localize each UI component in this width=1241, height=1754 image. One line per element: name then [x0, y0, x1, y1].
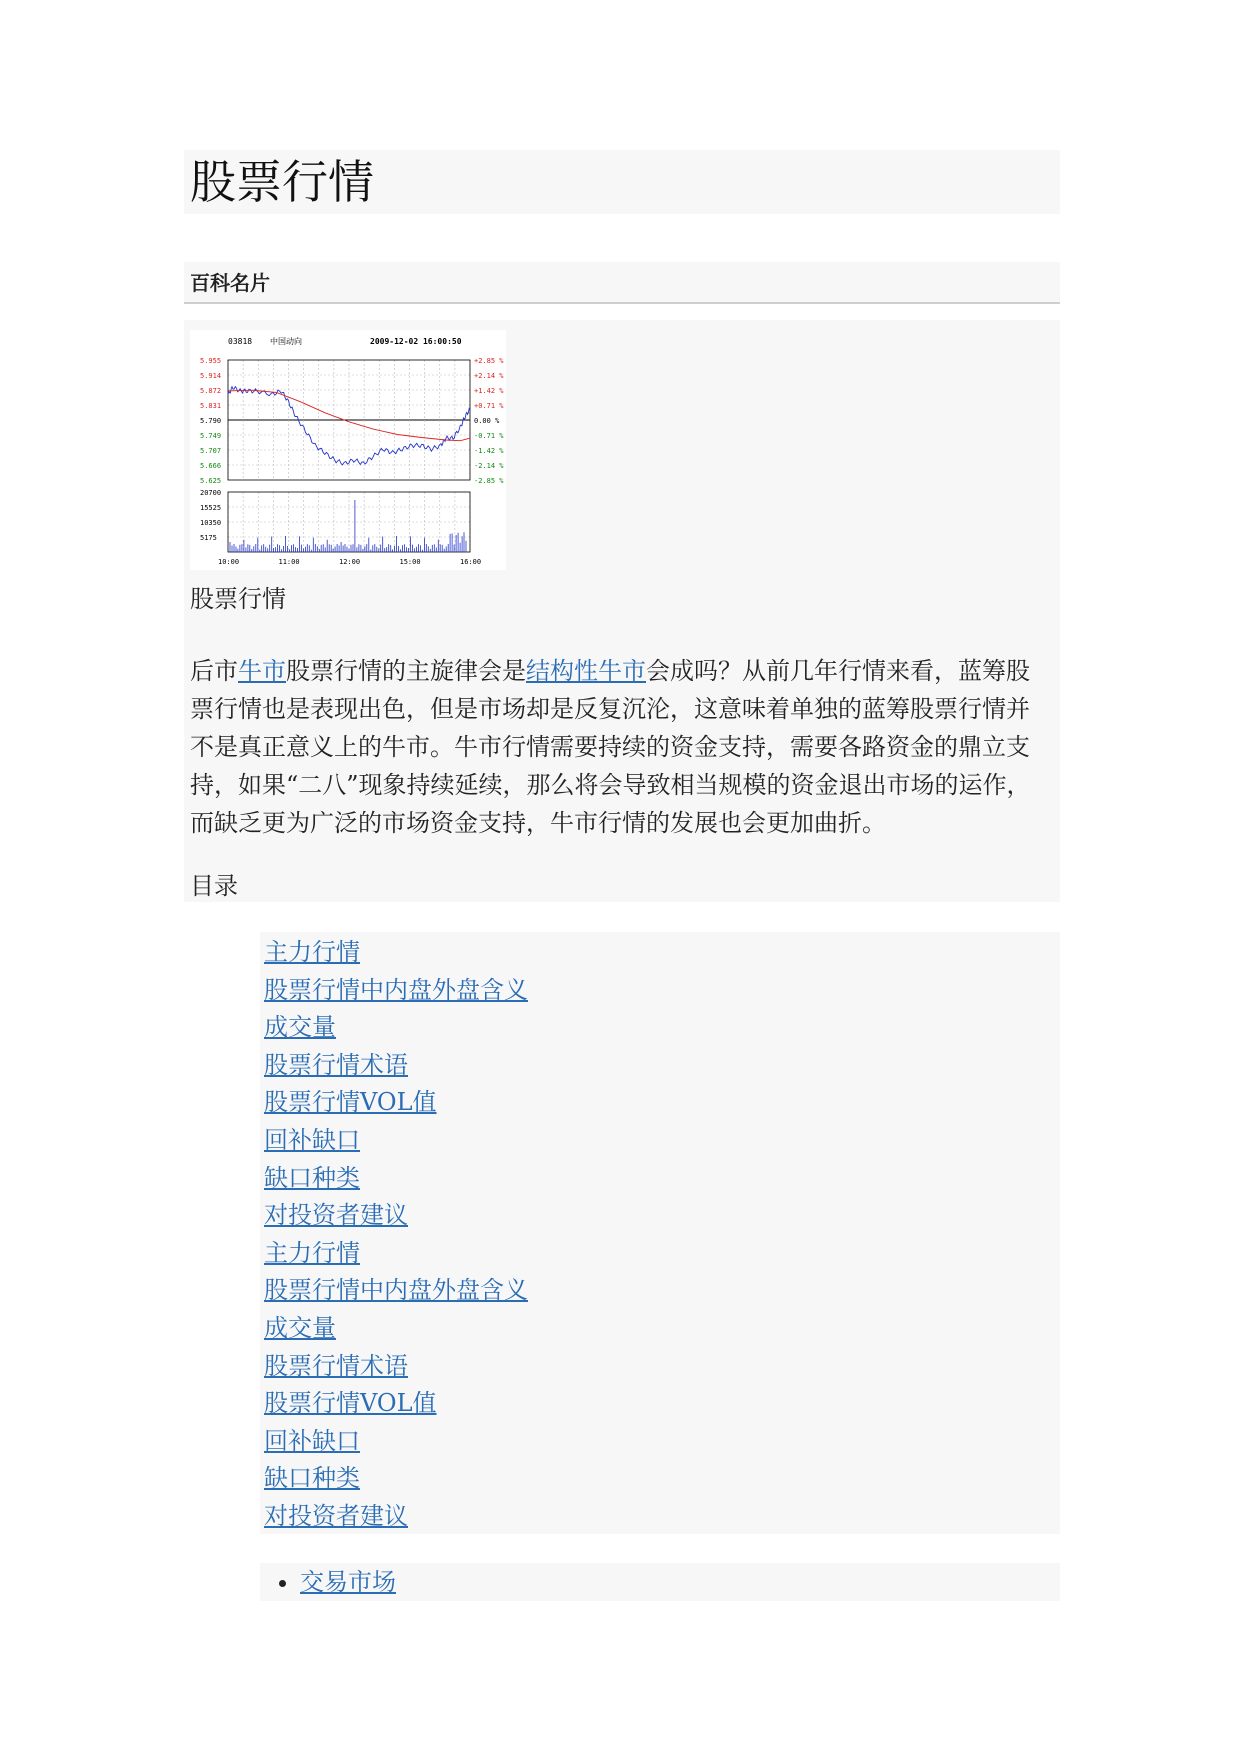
toc-item — [264, 1460, 528, 1498]
toc-link[interactable]: 成交量 — [264, 1013, 336, 1042]
pct-tick: +0.71 % — [474, 402, 504, 410]
chart-name: 中国动向 — [270, 337, 302, 346]
image-link[interactable] — [504, 560, 514, 572]
title-bar — [184, 150, 1060, 214]
image-caption: 股票行情 — [190, 585, 286, 613]
price-tick: 5.749 — [200, 432, 222, 440]
stock-chart — [190, 330, 506, 570]
toc-item — [264, 1348, 528, 1386]
toc-link[interactable]: 对投资者建议 — [264, 1201, 408, 1230]
pct-tick: -2.14 % — [474, 462, 504, 470]
toc-link[interactable]: 缺口种类 — [264, 1163, 360, 1192]
toc-item — [264, 1235, 528, 1273]
para-text-2: 股票行情的主旋律会是 — [286, 657, 526, 685]
volume-tick: 5175 — [200, 534, 217, 542]
page-title: 股票行情 — [190, 155, 374, 209]
related-link-trading-market[interactable]: 交易市场 — [300, 1568, 396, 1596]
toc-item — [264, 1197, 528, 1235]
toc-item — [264, 1047, 528, 1085]
pct-tick: 0.00 % — [474, 417, 500, 425]
toc-list — [264, 934, 528, 1536]
table-of-contents — [260, 932, 1060, 1534]
pct-tick: -0.71 % — [474, 432, 504, 440]
price-tick: 5.872 — [200, 387, 222, 395]
toc-item — [264, 1423, 528, 1461]
toc-item — [264, 1122, 528, 1160]
time-tick: 11:00 — [278, 558, 300, 566]
time-tick: 10:00 — [218, 558, 240, 566]
toc-item — [264, 1310, 528, 1348]
toc-link[interactable]: 股票行情术语 — [264, 1050, 408, 1079]
stock-chart-image[interactable] — [190, 330, 506, 570]
link-bull-market[interactable]: 牛市 — [238, 657, 286, 685]
price-tick: 5.955 — [200, 357, 222, 365]
section-header — [184, 262, 1060, 304]
volume-tick: 10350 — [200, 519, 222, 527]
volume-tick: 15525 — [200, 504, 222, 512]
price-tick: 5.831 — [200, 402, 222, 410]
pct-tick: +2.14 % — [474, 372, 504, 380]
price-tick: 5.790 — [200, 417, 222, 425]
related-links — [260, 1563, 1060, 1601]
toc-link[interactable]: 回补缺口 — [264, 1426, 360, 1455]
price-tick: 5.707 — [200, 447, 222, 455]
price-tick: 5.666 — [200, 462, 222, 470]
pct-tick: -2.85 % — [474, 477, 504, 485]
toc-link[interactable]: 股票行情VOL值 — [264, 1088, 437, 1117]
article-card — [184, 320, 1060, 902]
toc-item — [264, 934, 528, 972]
time-tick: 15:00 — [399, 558, 421, 566]
toc-item — [264, 972, 528, 1010]
toc-link[interactable]: 对投资者建议 — [264, 1501, 408, 1530]
toc-label: 目录 — [190, 872, 238, 900]
section-title: 百科名片 — [190, 271, 270, 295]
related-item — [300, 1563, 396, 1601]
toc-link[interactable]: 成交量 — [264, 1313, 336, 1342]
pct-tick: +2.85 % — [474, 357, 504, 365]
toc-link[interactable]: 缺口种类 — [264, 1464, 360, 1493]
toc-link[interactable]: 股票行情中内盘外盘含义 — [264, 975, 528, 1004]
toc-link[interactable]: 股票行情VOL值 — [264, 1389, 437, 1418]
intro-paragraph — [190, 652, 1050, 842]
toc-item — [264, 1009, 528, 1047]
para-text-1: 后市 — [190, 657, 238, 685]
toc-link[interactable]: 回补缺口 — [264, 1125, 360, 1154]
time-tick: 16:00 — [460, 558, 482, 566]
toc-link[interactable]: 股票行情中内盘外盘含义 — [264, 1276, 528, 1305]
toc-item — [264, 1160, 528, 1198]
para-text-3: 会成吗？从前几年行情来看，蓝筹股票行情也是表现出色，但是市场却是反复沉沦，这意味着单独的蓝筹股票行情并不是真正意义上的牛市。牛市行情需要持续的资金支持，需要各路资金的鼎立支持，如果“二八”现象持续延续，那么将会导致相当规模的资金退出市场的运作，而缺乏更为广泛的市场资金支持，牛市行情的发展也会更加曲折。 — [190, 657, 1031, 837]
link-structural-bull-market[interactable]: 结构性牛市 — [526, 657, 646, 685]
toc-link[interactable]: 主力行情 — [264, 1238, 360, 1267]
toc-item — [264, 1498, 528, 1536]
toc-link[interactable]: 主力行情 — [264, 938, 360, 966]
pct-tick: -1.42 % — [474, 447, 504, 455]
toc-item — [264, 1272, 528, 1310]
pct-tick: +1.42 % — [474, 387, 504, 395]
chart-datetime: 2009-12-02 16:00:50 — [370, 337, 462, 346]
toc-item — [264, 1385, 528, 1423]
volume-tick: 20700 — [200, 489, 222, 497]
price-tick: 5.625 — [200, 477, 222, 485]
toc-item — [264, 1084, 528, 1122]
price-tick: 5.914 — [200, 372, 222, 380]
chart-code: 03818 — [228, 337, 253, 346]
time-tick: 12:00 — [339, 558, 361, 566]
toc-link[interactable]: 股票行情术语 — [264, 1351, 408, 1380]
related-list — [300, 1563, 396, 1601]
